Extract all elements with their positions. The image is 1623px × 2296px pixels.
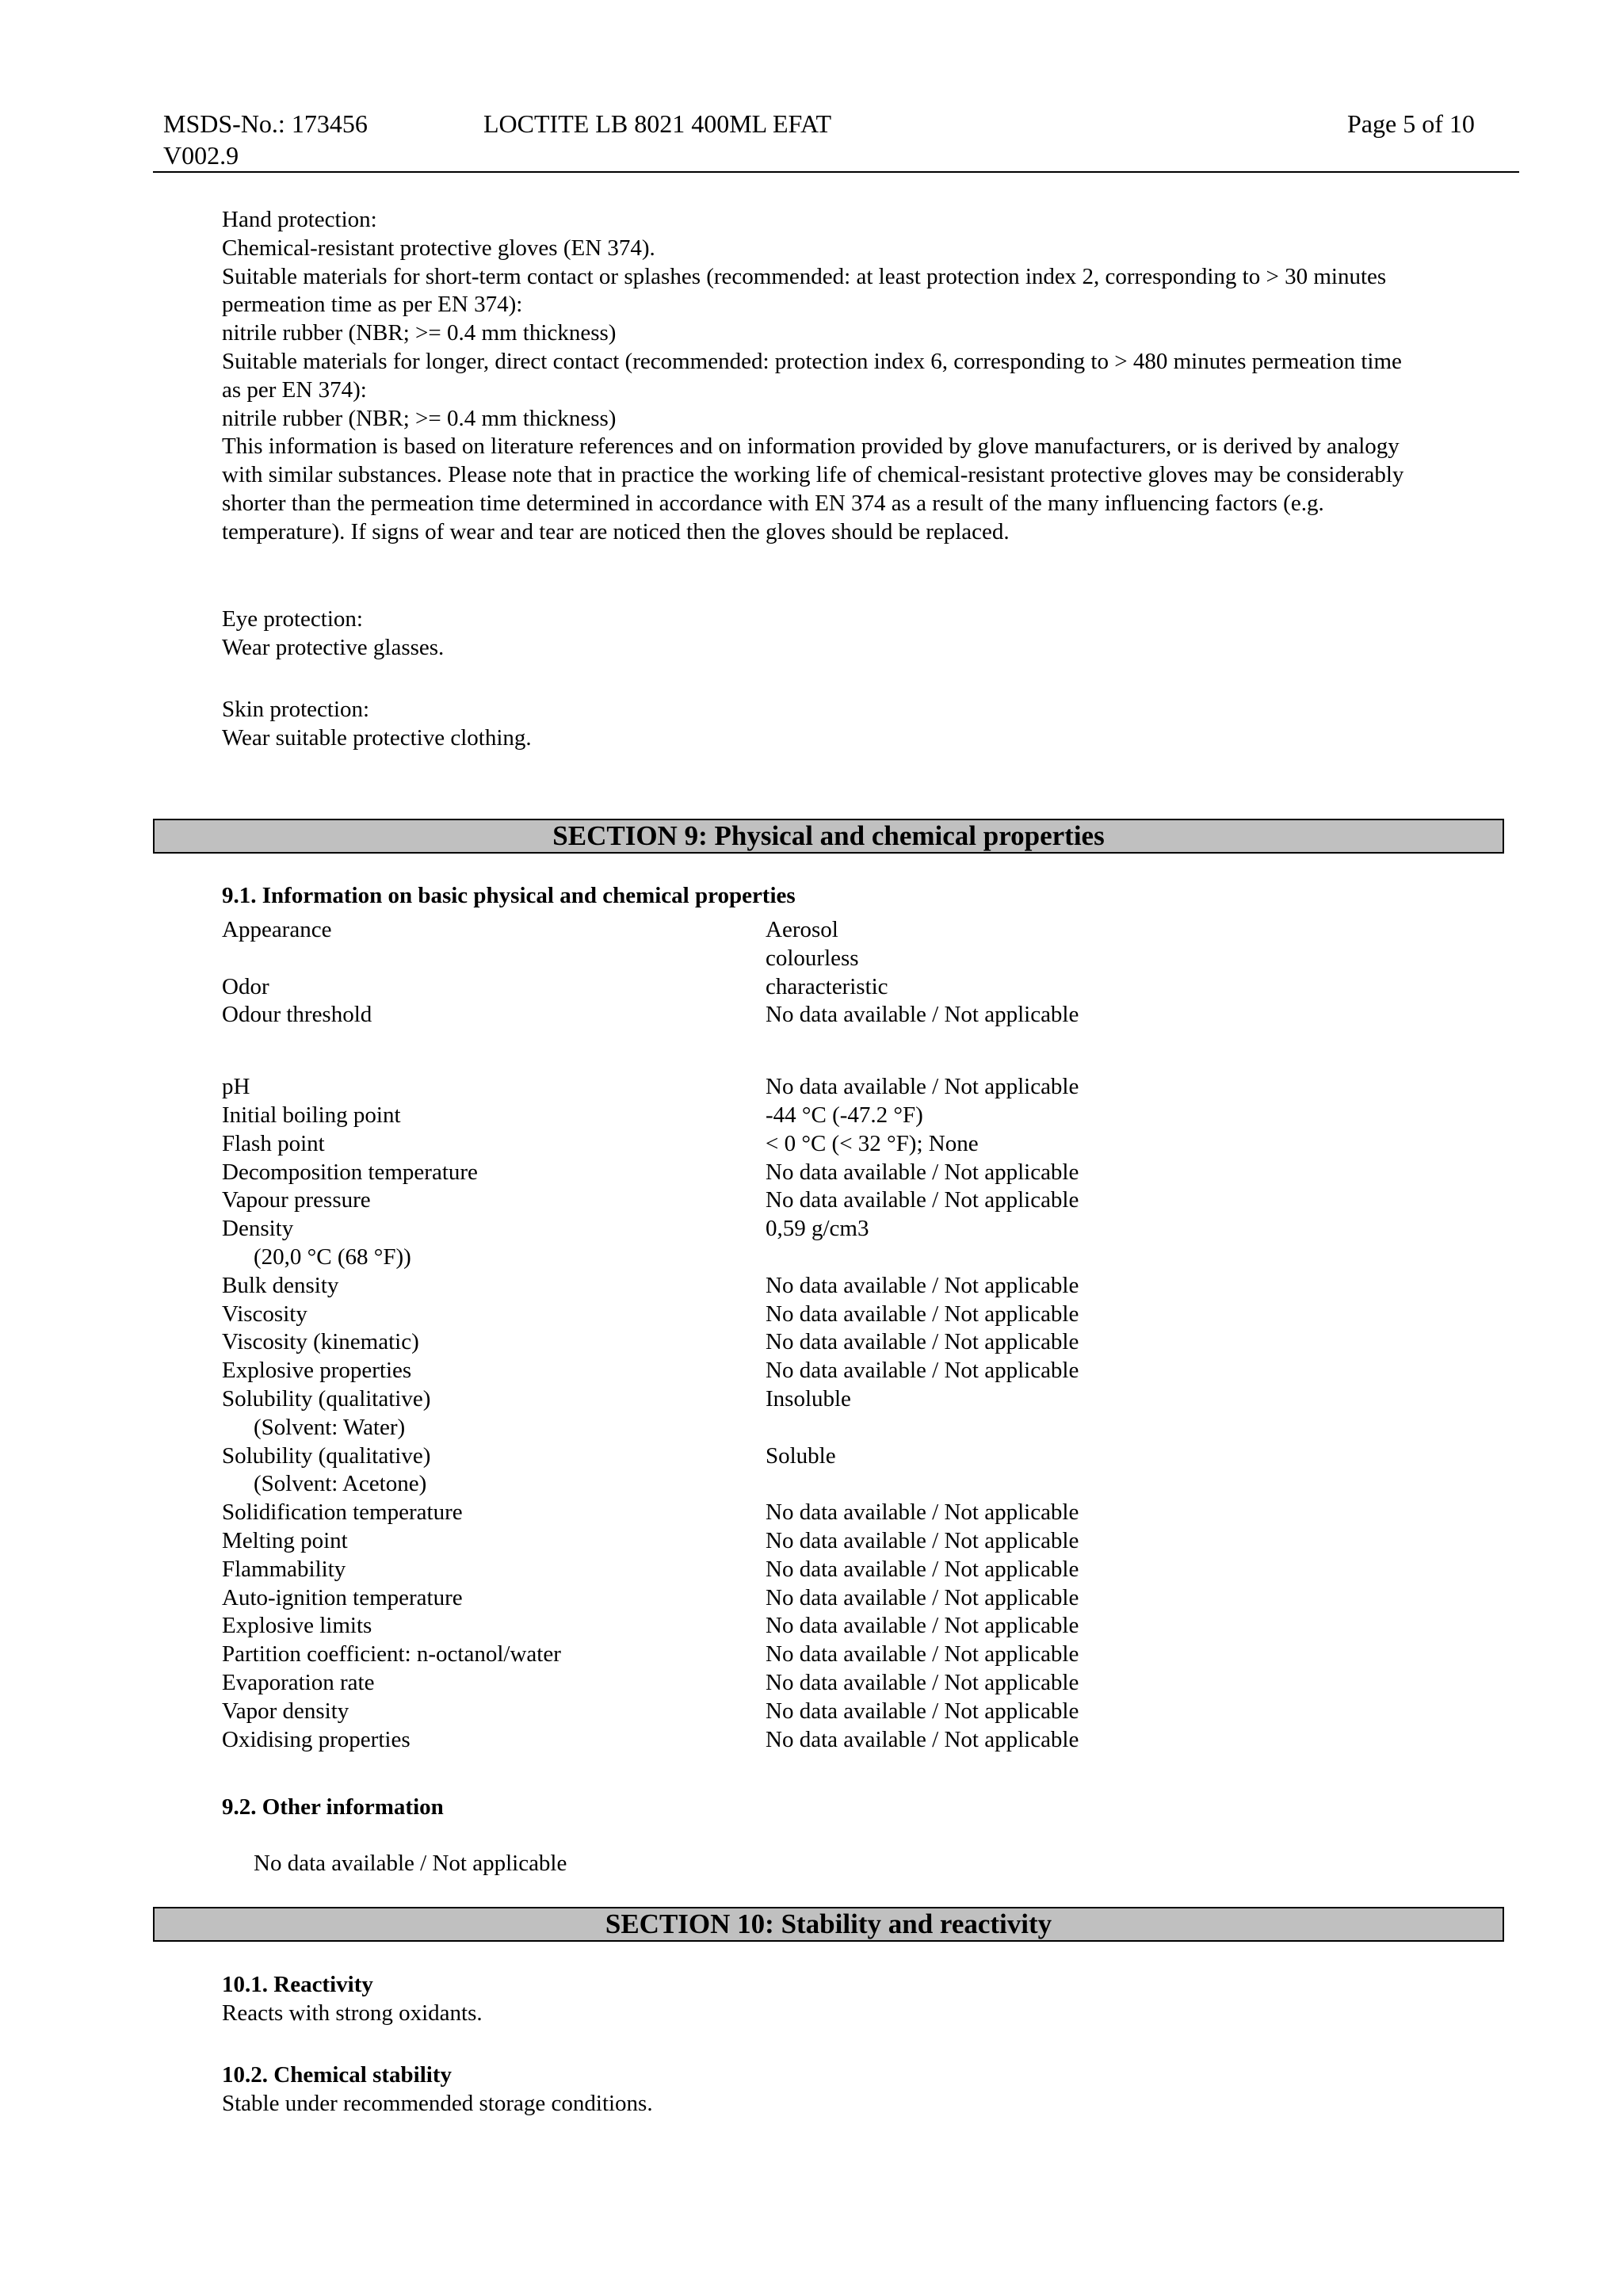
- hand-protection-line: Suitable materials for longer, direct contact (recommended: protection index 6, corresponding to > 480 minutes permeation time: [222, 348, 1402, 374]
- property-value: No data available / Not applicable: [766, 1272, 1079, 1298]
- eye-protection-label: Eye protection:: [222, 606, 363, 632]
- property-label: Explosive properties: [222, 1358, 412, 1384]
- hand-protection-line: permeation time as per EN 374):: [222, 292, 523, 318]
- hand-protection-line: Chemical-resistant protective gloves (EN 374).: [222, 235, 655, 261]
- property-value: No data available / Not applicable: [766, 1301, 1079, 1327]
- hand-protection-line: nitrile rubber (NBR; >= 0.4 mm thickness): [222, 405, 617, 431]
- section-10-title: SECTION 10: Stability and reactivity: [605, 1908, 1052, 1939]
- property-value: No data available / Not applicable: [766, 1074, 1079, 1100]
- property-value: No data available / Not applicable: [766, 1726, 1079, 1752]
- msds-number: MSDS-No.: 173456: [163, 109, 368, 138]
- property-label: Odour threshold: [222, 1002, 372, 1028]
- property-label: pH: [222, 1074, 250, 1100]
- property-label: Solidification temperature: [222, 1499, 463, 1526]
- skin-protection-text: Wear suitable protective clothing.: [222, 724, 532, 751]
- property-label: Flash point: [222, 1130, 325, 1156]
- skin-protection-block: [222, 696, 1490, 753]
- hand-protection-line: shorter than the permeation time determined in accordance with EN 374 as a result of the many influencing factors (e.g.: [222, 490, 1324, 516]
- property-value: No data available / Not applicable: [766, 1358, 1079, 1384]
- hand-protection-line: Hand protection:: [222, 207, 377, 232]
- property-value: colourless: [766, 945, 859, 971]
- property-condition: (Solvent: Water): [254, 1414, 406, 1440]
- reactivity-text: Reacts with strong oxidants.: [222, 2000, 483, 2026]
- subsection-10-2-heading: 10.2. Chemical stability: [222, 2062, 452, 2088]
- property-value: No data available / Not applicable: [766, 1527, 1079, 1553]
- property-condition: (20,0 °C (68 °F)): [254, 1244, 411, 1270]
- property-value: No data available / Not applicable: [766, 1613, 1079, 1639]
- property-label: Decomposition temperature: [222, 1159, 478, 1185]
- property-label: Flammability: [222, 1556, 346, 1582]
- property-value: 0,59 g/cm3: [766, 1216, 869, 1242]
- property-value: characteristic: [766, 973, 888, 999]
- property-value: No data available / Not applicable: [766, 1499, 1079, 1526]
- property-value: Insoluble: [766, 1385, 851, 1412]
- stability-text: Stable under recommended storage conditions.: [222, 2091, 653, 2116]
- section-9-header: [153, 819, 1504, 854]
- page-number: Page 5 of 10: [1347, 109, 1475, 138]
- hand-protection-line: This information is based on literature references and on information provided by glove manufacturers, or is derived by analogy: [222, 434, 1400, 460]
- section-9-title: SECTION 9: Physical and chemical properties: [552, 820, 1105, 851]
- subsection-10-1-heading: 10.1. Reactivity: [222, 1972, 373, 1997]
- property-label: Solubility (qualitative): [222, 1442, 431, 1469]
- version-number: V002.9: [163, 141, 239, 170]
- property-value: No data available / Not applicable: [766, 1329, 1079, 1355]
- property-value: < 0 °C (< 32 °F); None: [766, 1130, 979, 1156]
- property-value: No data available / Not applicable: [766, 1002, 1079, 1028]
- property-label: Vapour pressure: [222, 1187, 371, 1213]
- skin-protection-label: Skin protection:: [222, 697, 370, 722]
- eye-protection-block: [222, 606, 1490, 663]
- property-label: Bulk density: [222, 1272, 339, 1298]
- property-label: Vapor density: [222, 1698, 349, 1724]
- property-value: Soluble: [766, 1442, 836, 1469]
- property-label: Melting point: [222, 1527, 348, 1553]
- property-label: Viscosity: [222, 1301, 307, 1327]
- property-label: Density: [222, 1216, 294, 1242]
- property-condition: (Solvent: Acetone): [254, 1471, 427, 1497]
- property-label: Viscosity (kinematic): [222, 1329, 419, 1355]
- property-value: No data available / Not applicable: [766, 1698, 1079, 1724]
- header-divider: [153, 171, 1519, 173]
- hand-protection-line: with similar substances. Please note that in practice the working life of chemical-resistant protective gloves may be considerably: [222, 462, 1404, 488]
- property-value: No data available / Not applicable: [766, 1669, 1079, 1695]
- property-value: Aerosol: [766, 917, 838, 942]
- hand-protection-line: as per EN 374):: [222, 376, 367, 403]
- property-label: Auto-ignition temperature: [222, 1584, 463, 1610]
- hand-protection-line: nitrile rubber (NBR; >= 0.4 mm thickness): [222, 320, 617, 346]
- hand-protection-block: [222, 206, 1490, 547]
- property-value: No data available / Not applicable: [766, 1187, 1079, 1213]
- other-information-text: No data available / Not applicable: [254, 1851, 567, 1876]
- property-label: Odor: [222, 973, 269, 999]
- property-label: Oxidising properties: [222, 1726, 411, 1752]
- product-name: LOCTITE LB 8021 400ML EFAT: [483, 109, 832, 138]
- property-label: Explosive limits: [222, 1613, 372, 1639]
- property-label: Initial boiling point: [222, 1102, 401, 1128]
- eye-protection-text: Wear protective glasses.: [222, 634, 445, 660]
- property-value: No data available / Not applicable: [766, 1584, 1079, 1610]
- property-value: No data available / Not applicable: [766, 1556, 1079, 1582]
- property-label: Partition coefficient: n-octanol/water: [222, 1641, 561, 1668]
- section-10-header: [153, 1907, 1504, 1942]
- property-label: Evaporation rate: [222, 1669, 375, 1695]
- property-value: No data available / Not applicable: [766, 1641, 1079, 1668]
- property-value: -44 °C (-47.2 °F): [766, 1102, 923, 1128]
- hand-protection-line: temperature). If signs of wear and tear are noticed then the gloves should be replaced.: [222, 518, 1010, 544]
- subsection-9-1-heading: 9.1. Information on basic physical and chemical properties: [222, 883, 796, 908]
- hand-protection-line: Suitable materials for short-term contact or splashes (recommended: at least protection index 2, corresponding to > 30 minutes: [222, 263, 1387, 289]
- property-label: Solubility (qualitative): [222, 1385, 431, 1412]
- subsection-9-2-heading: 9.2. Other information: [222, 1794, 444, 1820]
- property-label: Appearance: [222, 917, 332, 942]
- property-value: No data available / Not applicable: [766, 1159, 1079, 1185]
